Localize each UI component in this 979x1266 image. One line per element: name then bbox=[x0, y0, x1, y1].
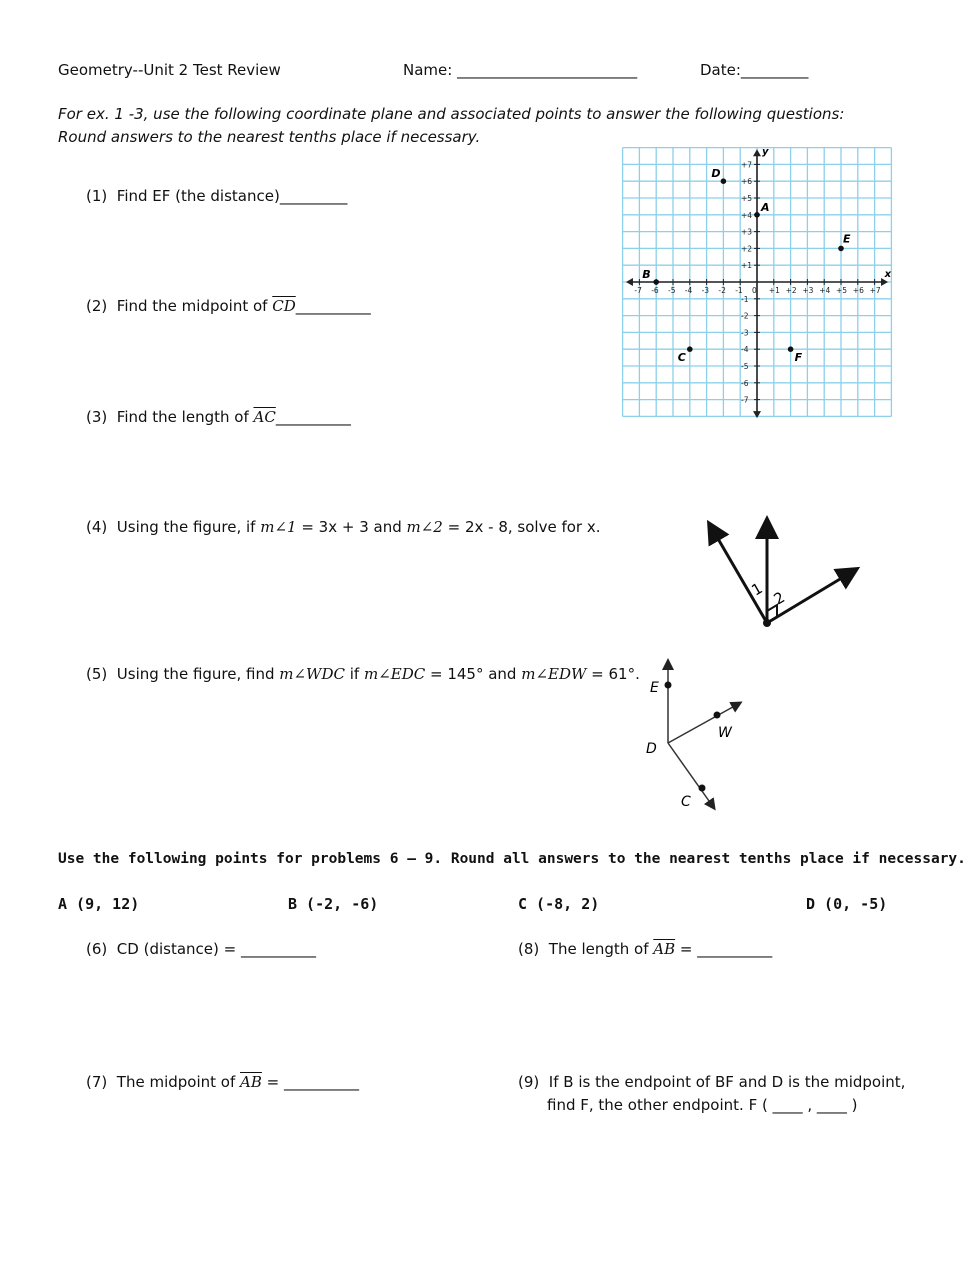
segment-ab: $\overline{AB}$ bbox=[240, 1073, 262, 1091]
y-tick-label: -3 bbox=[741, 328, 749, 338]
question-6 bbox=[86, 940, 316, 958]
grid-point-b bbox=[653, 279, 659, 285]
grid-point-a bbox=[754, 212, 760, 218]
question-number: (1) bbox=[86, 187, 108, 205]
question-text: If B is the endpoint of BF and D is the midpoint, bbox=[548, 1073, 906, 1091]
question-number: (3) bbox=[86, 408, 108, 426]
x-tick-label: -7 bbox=[634, 286, 642, 295]
instructions-line-2: Round answers to the nearest tenths place if necessary. bbox=[58, 128, 481, 146]
x-tick-label: -6 bbox=[651, 286, 659, 295]
question-text: Find EF (the distance)_________ bbox=[116, 187, 348, 205]
angle-wdc: m∠WDC bbox=[279, 665, 345, 683]
question-9 bbox=[518, 1073, 905, 1091]
question-number: (6) bbox=[86, 940, 108, 958]
x-tick-label: -3 bbox=[701, 286, 710, 295]
y-tick-label: +2 bbox=[741, 244, 753, 254]
question-text: = 2x - 8, solve for x. bbox=[442, 518, 601, 536]
x-tick-label: -5 bbox=[668, 286, 676, 295]
question-text: The midpoint of bbox=[116, 1073, 241, 1091]
point-a: A (9, 12) bbox=[58, 895, 140, 913]
question-text: = 145° and bbox=[425, 665, 522, 683]
y-axis-label: y bbox=[762, 146, 769, 158]
question-8 bbox=[518, 940, 772, 958]
y-tick-label: +3 bbox=[741, 227, 753, 237]
y-tick-label: -2 bbox=[741, 311, 749, 321]
x-tick-label: -4 bbox=[684, 286, 693, 295]
ray-dc bbox=[668, 743, 714, 808]
angle-figure-q5 bbox=[640, 655, 755, 815]
grid-point-label-b: B bbox=[642, 268, 651, 281]
question-2 bbox=[86, 297, 371, 315]
grid-point-d bbox=[721, 178, 727, 184]
question-text: The length of bbox=[548, 940, 654, 958]
coordinate-plane bbox=[620, 142, 895, 422]
answer-blank[interactable]: __________ bbox=[275, 408, 351, 426]
grid-point-e bbox=[838, 246, 844, 252]
y-tick-label: -4 bbox=[741, 345, 749, 355]
question-number: (4) bbox=[86, 518, 108, 536]
question-9-line-2[interactable]: find F, the other endpoint. F ( ____ , ____ ) bbox=[547, 1096, 858, 1114]
grid-point-f bbox=[788, 346, 794, 352]
question-text: Find the midpoint of bbox=[116, 297, 273, 315]
grid-point-label-f: F bbox=[794, 351, 803, 365]
question-4 bbox=[86, 518, 600, 536]
segment-ab: $\overline{AB}$ bbox=[653, 940, 676, 958]
y-tick-label: -6 bbox=[741, 378, 749, 388]
question-number: (9) bbox=[518, 1073, 540, 1091]
instructions-line-1: For ex. 1 -3, use the following coordinate plane and associated points to answer the following questions: bbox=[58, 105, 845, 123]
x-tick-label: +4 bbox=[819, 286, 831, 295]
angle-1-measure: m∠1 bbox=[260, 518, 297, 536]
point-b: B (-2, -6) bbox=[288, 895, 379, 913]
y-tick-label: +5 bbox=[741, 194, 753, 203]
y-tick-label: +1 bbox=[741, 261, 753, 271]
x-tick-label: +6 bbox=[852, 286, 864, 295]
grid-point-label-c: C bbox=[677, 351, 686, 365]
x-axis-arrow-left bbox=[626, 278, 633, 286]
grid-point-label-a: A bbox=[761, 200, 770, 214]
question-number: (8) bbox=[518, 940, 540, 958]
segment-cd: $\overline{CD}$ bbox=[272, 297, 296, 315]
question-text: Using the figure, find bbox=[116, 665, 280, 683]
point-w-dot bbox=[714, 712, 721, 719]
y-tick-label: +4 bbox=[741, 210, 753, 220]
grid-point-label-d: D bbox=[711, 167, 721, 181]
y-tick-label: -7 bbox=[741, 395, 749, 405]
point-d: D (0, -5) bbox=[806, 895, 888, 913]
question-text: = 3x + 3 and bbox=[296, 518, 407, 536]
y-tick-label: +6 bbox=[741, 177, 753, 187]
segment-ac: $\overline{AC}$ bbox=[253, 408, 276, 426]
point-c: C (-8, 2) bbox=[518, 895, 600, 913]
y-tick-label: -1 bbox=[741, 294, 749, 304]
grid-point-c bbox=[687, 346, 693, 352]
angle-edw: m∠EDW bbox=[521, 665, 587, 683]
y-axis-arrow-up bbox=[753, 149, 761, 156]
question-text[interactable]: CD (distance) = __________ bbox=[116, 940, 316, 958]
question-text: = 61°. bbox=[586, 665, 640, 683]
y-tick-label: +7 bbox=[741, 160, 753, 170]
angle-figure-q4 bbox=[700, 515, 865, 630]
point-c-dot bbox=[699, 785, 706, 792]
question-5 bbox=[86, 665, 640, 683]
angle-edc: m∠EDC bbox=[363, 665, 426, 683]
vertex-point bbox=[763, 619, 771, 627]
y-tick-label: -5 bbox=[741, 362, 749, 371]
point-e-dot bbox=[665, 682, 672, 689]
answer-blank[interactable]: = __________ bbox=[675, 940, 773, 958]
x-tick-label: +2 bbox=[785, 286, 797, 295]
label-w: W bbox=[718, 725, 732, 741]
section-2-heading: Use the following points for problems 6 – 9. Round all answers to the nearest tenths place if necessary. bbox=[58, 851, 966, 867]
name-field[interactable]: Name: ________________________ bbox=[403, 61, 638, 79]
question-3 bbox=[86, 408, 351, 426]
x-axis-label: x bbox=[884, 269, 892, 280]
x-tick-label: +1 bbox=[768, 286, 780, 295]
x-tick-label: +3 bbox=[802, 286, 814, 295]
worksheet-title: Geometry--Unit 2 Test Review bbox=[58, 61, 281, 79]
answer-blank[interactable]: = __________ bbox=[261, 1073, 359, 1091]
x-tick-label: -1 bbox=[735, 286, 743, 295]
label-e: E bbox=[650, 680, 659, 696]
question-text: Find the length of bbox=[116, 408, 254, 426]
label-c: C bbox=[681, 794, 691, 810]
angle-label-1: 1 bbox=[748, 579, 766, 600]
question-1 bbox=[86, 187, 347, 205]
question-number: (5) bbox=[86, 665, 108, 683]
question-text: if bbox=[344, 665, 364, 683]
question-number: (2) bbox=[86, 297, 108, 315]
x-tick-label: 0 bbox=[752, 286, 757, 295]
angle-label-2: 2 bbox=[770, 588, 788, 609]
question-text: Using the figure, if bbox=[116, 518, 261, 536]
answer-blank[interactable]: __________ bbox=[295, 297, 371, 315]
angle-2-measure: m∠2 bbox=[406, 518, 443, 536]
question-number: (7) bbox=[86, 1073, 108, 1091]
label-d: D bbox=[646, 741, 657, 757]
x-tick-label: -2 bbox=[718, 286, 726, 295]
x-tick-label: +7 bbox=[869, 286, 881, 295]
date-field[interactable]: Date:_________ bbox=[700, 61, 809, 79]
x-tick-label: +5 bbox=[836, 286, 848, 295]
ray-left bbox=[710, 525, 767, 623]
question-7 bbox=[86, 1073, 359, 1091]
grid-point-label-e: E bbox=[843, 232, 851, 246]
